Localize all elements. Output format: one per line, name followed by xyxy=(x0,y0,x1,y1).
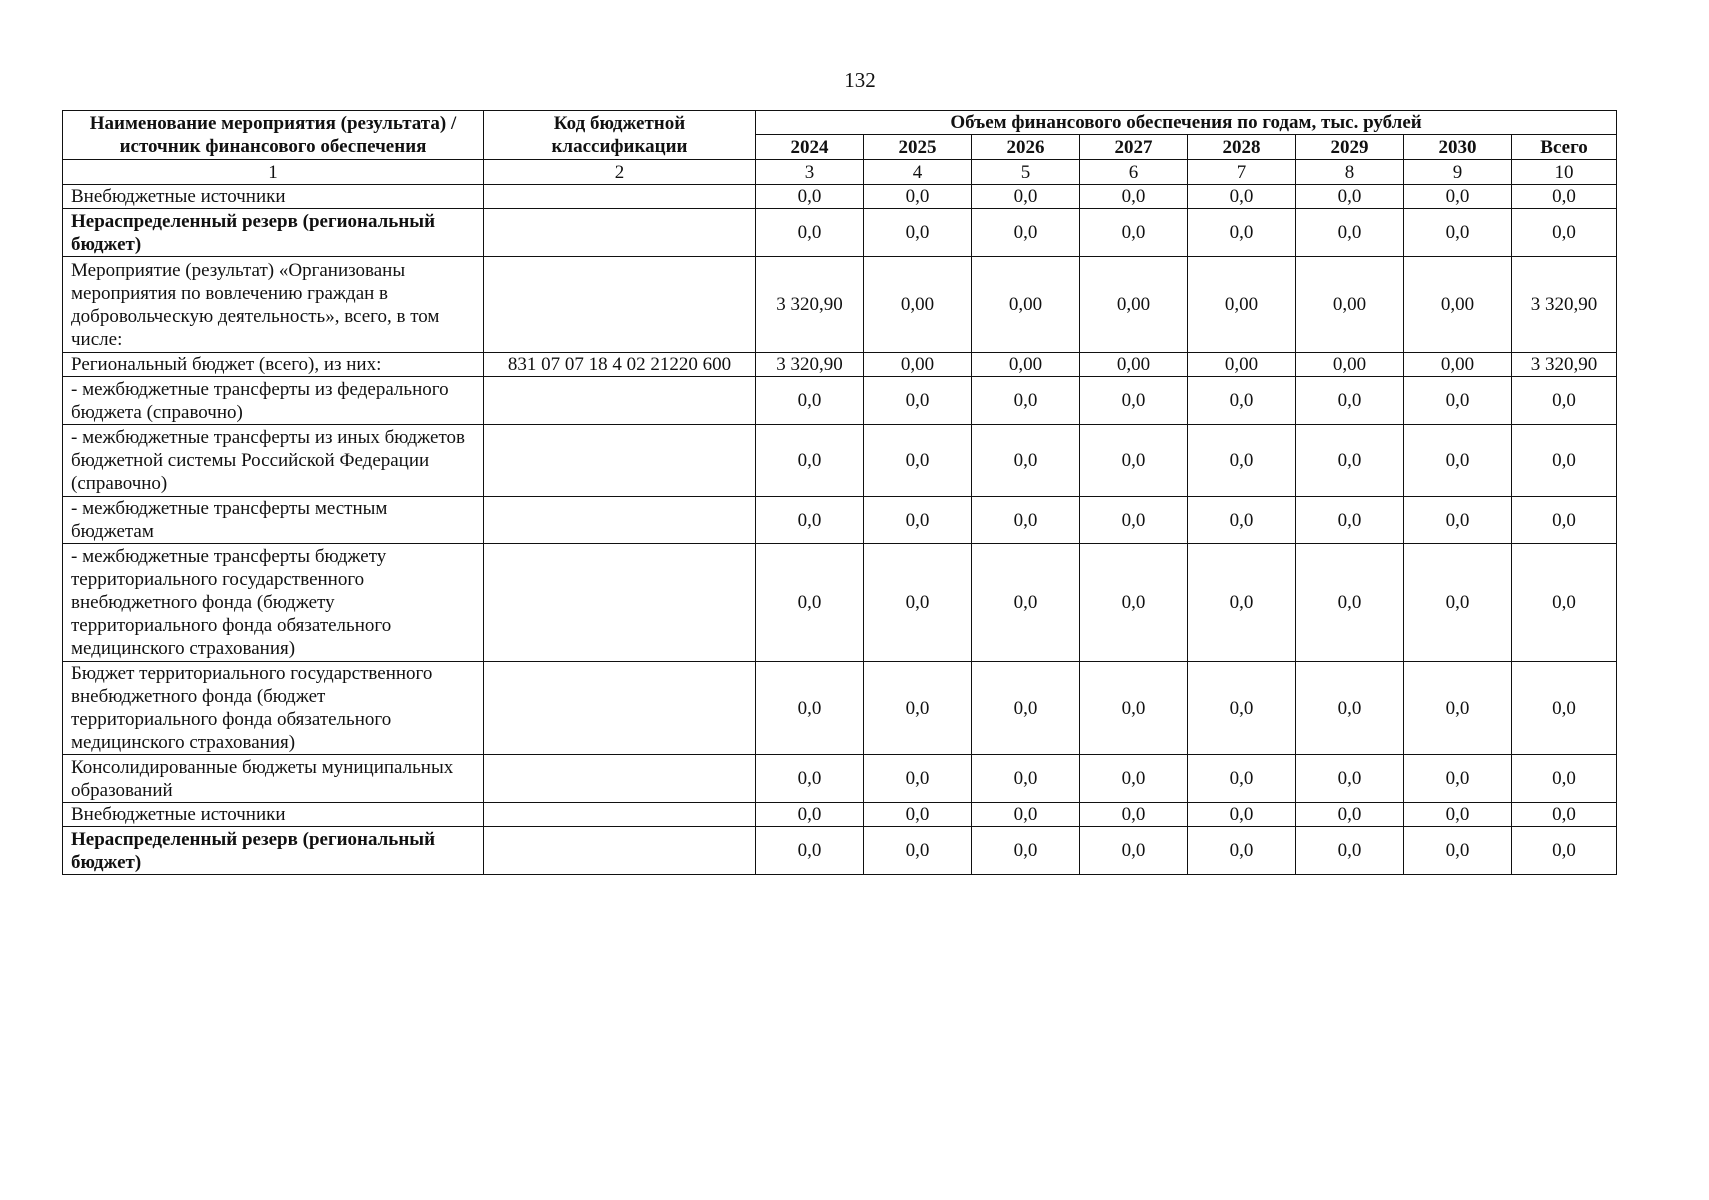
row-year-value: 0,00 xyxy=(1404,353,1512,377)
row-year-value: 0,0 xyxy=(1080,209,1188,257)
row-year-value: 0,0 xyxy=(972,827,1080,875)
column-number: 4 xyxy=(864,160,972,185)
row-year-value: 0,0 xyxy=(1296,662,1404,755)
row-year-value: 0,0 xyxy=(1296,827,1404,875)
row-year-value: 0,0 xyxy=(972,425,1080,497)
row-name: Внебюджетные источники xyxy=(63,803,484,827)
row-year-value: 0,0 xyxy=(756,425,864,497)
table-row xyxy=(63,257,1617,353)
row-name: Нераспределенный резерв (региональный бюджет) xyxy=(63,827,484,875)
row-name: - межбюджетные трансферты местным бюджетам xyxy=(63,497,484,544)
row-year-value: 0,0 xyxy=(1188,827,1296,875)
row-budget-code xyxy=(484,803,756,827)
row-year-value: 0,0 xyxy=(1404,497,1512,544)
table-row xyxy=(63,353,1617,377)
row-total-value: 0,0 xyxy=(1512,662,1617,755)
row-budget-code xyxy=(484,497,756,544)
table-row xyxy=(63,377,1617,425)
row-year-value: 0,0 xyxy=(864,544,972,662)
row-year-value: 0,0 xyxy=(1080,755,1188,803)
row-year-value: 0,00 xyxy=(1404,257,1512,353)
row-year-value: 0,0 xyxy=(864,185,972,209)
row-year-value: 0,0 xyxy=(1188,803,1296,827)
header-year-2027: 2027 xyxy=(1080,135,1188,160)
header-year-2029: 2029 xyxy=(1296,135,1404,160)
column-numbers-row xyxy=(63,160,1617,185)
row-year-value: 0,0 xyxy=(1404,377,1512,425)
row-year-value: 0,0 xyxy=(756,755,864,803)
row-year-value: 0,0 xyxy=(1296,497,1404,544)
row-year-value: 0,0 xyxy=(864,425,972,497)
row-total-value: 0,0 xyxy=(1512,497,1617,544)
row-year-value: 0,0 xyxy=(972,209,1080,257)
row-year-value: 0,0 xyxy=(756,544,864,662)
row-year-value: 0,00 xyxy=(1188,257,1296,353)
row-budget-code xyxy=(484,209,756,257)
table-row xyxy=(63,544,1617,662)
row-year-value: 0,0 xyxy=(1188,209,1296,257)
row-total-value: 0,0 xyxy=(1512,803,1617,827)
row-year-value: 0,0 xyxy=(1188,544,1296,662)
row-total-value: 0,0 xyxy=(1512,209,1617,257)
header-year-2024: 2024 xyxy=(756,135,864,160)
row-year-value: 0,0 xyxy=(1296,544,1404,662)
row-year-value: 3 320,90 xyxy=(756,353,864,377)
table-row xyxy=(63,425,1617,497)
row-budget-code: 831 07 07 18 4 02 21220 600 xyxy=(484,353,756,377)
row-year-value: 0,0 xyxy=(1188,377,1296,425)
row-year-value: 0,0 xyxy=(864,755,972,803)
row-total-value: 0,0 xyxy=(1512,544,1617,662)
row-year-value: 0,0 xyxy=(1080,803,1188,827)
row-year-value: 0,0 xyxy=(1296,425,1404,497)
row-year-value: 0,0 xyxy=(972,377,1080,425)
column-number: 5 xyxy=(972,160,1080,185)
row-year-value: 0,0 xyxy=(1080,425,1188,497)
column-number: 8 xyxy=(1296,160,1404,185)
row-year-value: 0,00 xyxy=(1296,257,1404,353)
row-year-value: 0,0 xyxy=(756,662,864,755)
header-name: Наименование мероприятия (результата) /источник финансового обеспечения xyxy=(63,111,484,160)
row-year-value: 0,0 xyxy=(1404,185,1512,209)
row-name: Внебюджетные источники xyxy=(63,185,484,209)
row-year-value: 0,0 xyxy=(756,209,864,257)
header-year-2030: 2030 xyxy=(1404,135,1512,160)
row-year-value: 0,0 xyxy=(972,497,1080,544)
row-year-value: 0,0 xyxy=(1296,755,1404,803)
row-year-value: 0,00 xyxy=(864,353,972,377)
row-year-value: 0,00 xyxy=(864,257,972,353)
row-year-value: 0,0 xyxy=(864,497,972,544)
header-year-2025: 2025 xyxy=(864,135,972,160)
column-number: 6 xyxy=(1080,160,1188,185)
column-number: 10 xyxy=(1512,160,1617,185)
row-year-value: 0,0 xyxy=(864,377,972,425)
row-year-value: 0,0 xyxy=(1404,425,1512,497)
row-year-value: 0,00 xyxy=(1080,353,1188,377)
row-year-value: 0,0 xyxy=(1080,544,1188,662)
header-total: Всего xyxy=(1512,135,1617,160)
row-total-value: 0,0 xyxy=(1512,755,1617,803)
row-year-value: 0,0 xyxy=(1080,827,1188,875)
row-year-value: 0,0 xyxy=(864,803,972,827)
row-year-value: 0,0 xyxy=(1080,377,1188,425)
row-year-value: 0,0 xyxy=(756,497,864,544)
row-year-value: 0,0 xyxy=(1404,544,1512,662)
row-year-value: 0,0 xyxy=(972,185,1080,209)
row-year-value: 0,00 xyxy=(972,353,1080,377)
column-number: 9 xyxy=(1404,160,1512,185)
row-year-value: 3 320,90 xyxy=(756,257,864,353)
row-name: - межбюджетные трансферты из иных бюджетов бюджетной системы Российской Федерации (справочно) xyxy=(63,425,484,497)
row-year-value: 0,0 xyxy=(1296,185,1404,209)
row-name: Региональный бюджет (всего), из них: xyxy=(63,353,484,377)
row-year-value: 0,0 xyxy=(1404,662,1512,755)
header-code: Код бюджетной классификации xyxy=(484,111,756,160)
row-year-value: 0,0 xyxy=(1404,803,1512,827)
row-year-value: 0,0 xyxy=(756,803,864,827)
row-year-value: 0,0 xyxy=(972,662,1080,755)
row-name: Нераспределенный резерв (региональный бюджет) xyxy=(63,209,484,257)
row-year-value: 0,0 xyxy=(1188,662,1296,755)
table-body xyxy=(63,185,1617,875)
row-name: Мероприятие (результат) «Организованы мероприятия по вовлечению граждан в добровольческую деятельность», всего, в том числе: xyxy=(63,257,484,353)
header-year-2028: 2028 xyxy=(1188,135,1296,160)
row-year-value: 0,0 xyxy=(1188,755,1296,803)
column-number: 7 xyxy=(1188,160,1296,185)
row-year-value: 0,00 xyxy=(1188,353,1296,377)
header-year-2026: 2026 xyxy=(972,135,1080,160)
row-budget-code xyxy=(484,425,756,497)
row-total-value: 3 320,90 xyxy=(1512,353,1617,377)
row-year-value: 0,0 xyxy=(1188,425,1296,497)
row-year-value: 0,0 xyxy=(1404,827,1512,875)
header-row xyxy=(63,111,1617,135)
row-year-value: 0,0 xyxy=(1080,497,1188,544)
row-year-value: 0,0 xyxy=(1404,209,1512,257)
row-name: - межбюджетные трансферты бюджету территориального государственного внебюджетного фонда (бюджету территориального фонда обязательного медицинского страхования) xyxy=(63,544,484,662)
row-budget-code xyxy=(484,544,756,662)
row-budget-code xyxy=(484,827,756,875)
row-year-value: 0,0 xyxy=(1296,377,1404,425)
row-year-value: 0,0 xyxy=(972,544,1080,662)
row-budget-code xyxy=(484,185,756,209)
row-year-value: 0,0 xyxy=(1080,185,1188,209)
row-year-value: 0,0 xyxy=(864,827,972,875)
table-row xyxy=(63,755,1617,803)
column-number: 3 xyxy=(756,160,864,185)
column-number: 2 xyxy=(484,160,756,185)
table-row xyxy=(63,803,1617,827)
row-year-value: 0,0 xyxy=(1296,803,1404,827)
row-name: - межбюджетные трансферты из федерального бюджета (справочно) xyxy=(63,377,484,425)
row-year-value: 0,0 xyxy=(1080,662,1188,755)
row-year-value: 0,0 xyxy=(756,377,864,425)
row-year-value: 0,0 xyxy=(756,185,864,209)
row-year-value: 0,00 xyxy=(1080,257,1188,353)
row-name: Бюджет территориального государственного внебюджетного фонда (бюджет территориального фонда обязательного медицинского страхования) xyxy=(63,662,484,755)
row-budget-code xyxy=(484,662,756,755)
row-year-value: 0,0 xyxy=(1188,185,1296,209)
row-year-value: 0,0 xyxy=(972,755,1080,803)
row-year-value: 0,00 xyxy=(1296,353,1404,377)
header-volume: Объем финансового обеспечения по годам, тыс. рублей xyxy=(756,111,1617,135)
row-name: Консолидированные бюджеты муниципальных образований xyxy=(63,755,484,803)
row-year-value: 0,0 xyxy=(1296,209,1404,257)
row-total-value: 0,0 xyxy=(1512,185,1617,209)
row-year-value: 0,0 xyxy=(864,662,972,755)
table-row xyxy=(63,662,1617,755)
row-year-value: 0,0 xyxy=(756,827,864,875)
row-total-value: 3 320,90 xyxy=(1512,257,1617,353)
table-row xyxy=(63,209,1617,257)
page-number: 132 xyxy=(844,68,876,92)
row-year-value: 0,0 xyxy=(1404,755,1512,803)
row-year-value: 0,00 xyxy=(972,257,1080,353)
row-year-value: 0,0 xyxy=(972,803,1080,827)
row-budget-code xyxy=(484,257,756,353)
table-row xyxy=(63,827,1617,875)
row-total-value: 0,0 xyxy=(1512,425,1617,497)
row-year-value: 0,0 xyxy=(864,209,972,257)
column-number: 1 xyxy=(63,160,484,185)
row-year-value: 0,0 xyxy=(1188,497,1296,544)
row-budget-code xyxy=(484,377,756,425)
row-total-value: 0,0 xyxy=(1512,827,1617,875)
table-row xyxy=(63,185,1617,209)
financing-table xyxy=(62,110,1617,875)
row-total-value: 0,0 xyxy=(1512,377,1617,425)
row-budget-code xyxy=(484,755,756,803)
table-row xyxy=(63,497,1617,544)
